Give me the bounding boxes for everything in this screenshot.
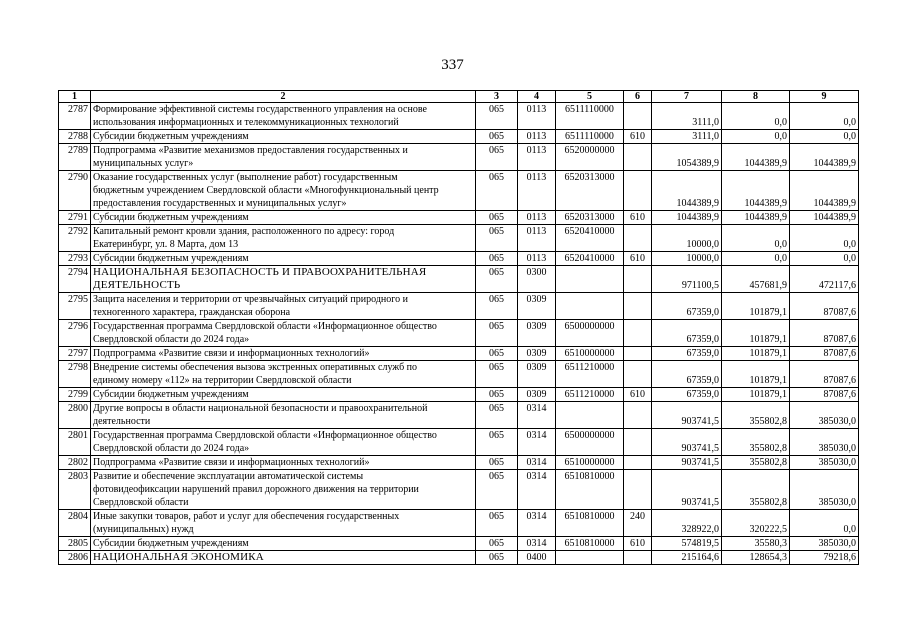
target-code-cell: 6500000000	[556, 320, 624, 347]
section-code-cell: 0314	[518, 429, 556, 456]
section-code-cell: 0113	[518, 130, 556, 144]
expense-type-cell	[624, 293, 652, 320]
amount-year3-cell: 472117,6	[790, 266, 859, 293]
row-name-cell	[91, 361, 476, 388]
row-name-cell	[91, 347, 476, 361]
row-name-line: Оказание государственных услуг (выполнение работ) государственным	[93, 172, 398, 183]
amount-year1-cell: 67359,0	[652, 388, 722, 402]
expense-type-cell	[624, 456, 652, 470]
row-name-line: Подпрограмма «Развитие связи и информационных технологий»	[93, 457, 370, 468]
column-header: 9	[790, 91, 859, 103]
amount-year3-cell: 87087,6	[790, 388, 859, 402]
ministry-code-cell: 065	[476, 429, 518, 456]
budget-table	[58, 90, 859, 565]
expense-type-cell	[624, 470, 652, 510]
amount-year1-cell: 67359,0	[652, 361, 722, 388]
section-code-cell: 0309	[518, 320, 556, 347]
table-row	[59, 225, 859, 252]
section-code-cell: 0113	[518, 103, 556, 130]
page-number: 337	[441, 57, 464, 73]
section-code-cell: 0309	[518, 347, 556, 361]
amount-year3-cell: 87087,6	[790, 293, 859, 320]
column-header: 3	[476, 91, 518, 103]
table-row	[59, 456, 859, 470]
row-number-cell: 2799	[59, 388, 91, 402]
section-code-cell: 0314	[518, 402, 556, 429]
row-number-cell: 2806	[59, 551, 91, 565]
amount-year1-cell: 1044389,9	[652, 171, 722, 211]
row-name-line: использования информационных и телекоммуникационных технологий	[93, 117, 399, 128]
row-name-line: Субсидии бюджетным учреждениям	[93, 538, 249, 549]
row-number-cell: 2803	[59, 470, 91, 510]
row-name-cell	[91, 456, 476, 470]
target-code-cell: 6510000000	[556, 456, 624, 470]
section-code-cell: 0309	[518, 388, 556, 402]
amount-year3-cell: 385030,0	[790, 537, 859, 551]
target-code-cell: 6510000000	[556, 347, 624, 361]
table-row	[59, 361, 859, 388]
row-name-cell	[91, 225, 476, 252]
section-code-cell: 0314	[518, 537, 556, 551]
row-name-line: Другие вопросы в области национальной безопасности и правоохранительной	[93, 403, 428, 414]
column-header: 2	[91, 91, 476, 103]
row-name-line: Защита населения и территории от чрезвычайных ситуаций природного и	[93, 294, 408, 305]
amount-year1-cell: 903741,5	[652, 429, 722, 456]
row-name-cell	[91, 211, 476, 225]
row-name-line: предоставления государственных и муниципальных услуг»	[93, 198, 347, 209]
row-name-cell	[91, 103, 476, 130]
target-code-cell: 6511210000	[556, 361, 624, 388]
row-name-line: фотовидеофиксации нарушений правил дорожного движения на территории	[93, 484, 419, 495]
ministry-code-cell: 065	[476, 225, 518, 252]
target-code-cell	[556, 266, 624, 293]
row-name-line: Подпрограмма «Развитие связи и информационных технологий»	[93, 348, 370, 359]
ministry-code-cell: 065	[476, 347, 518, 361]
ministry-code-cell: 065	[476, 103, 518, 130]
target-code-cell: 6511110000	[556, 103, 624, 130]
row-name-cell	[91, 388, 476, 402]
amount-year2-cell: 101879,1	[722, 388, 790, 402]
row-name-line: единому номеру «112» на территории Свердловской области	[93, 375, 352, 386]
table-row	[59, 320, 859, 347]
amount-year3-cell: 385030,0	[790, 429, 859, 456]
amount-year1-cell: 10000,0	[652, 252, 722, 266]
row-name-cell	[91, 429, 476, 456]
expense-type-cell: 610	[624, 252, 652, 266]
amount-year2-cell: 35580,3	[722, 537, 790, 551]
row-name-cell	[91, 130, 476, 144]
table-row	[59, 144, 859, 171]
expense-type-cell: 240	[624, 510, 652, 537]
section-code-cell: 0113	[518, 171, 556, 211]
row-number-cell: 2792	[59, 225, 91, 252]
expense-type-cell	[624, 347, 652, 361]
target-code-cell	[556, 293, 624, 320]
amount-year2-cell: 457681,9	[722, 266, 790, 293]
amount-year1-cell: 67359,0	[652, 347, 722, 361]
expense-type-cell: 610	[624, 130, 652, 144]
amount-year1-cell: 67359,0	[652, 320, 722, 347]
table-row	[59, 537, 859, 551]
amount-year3-cell: 0,0	[790, 510, 859, 537]
amount-year3-cell: 0,0	[790, 252, 859, 266]
row-name-cell	[91, 470, 476, 510]
expense-type-cell: 610	[624, 211, 652, 225]
amount-year2-cell: 128654,3	[722, 551, 790, 565]
row-name-cell	[91, 402, 476, 429]
ministry-code-cell: 065	[476, 537, 518, 551]
column-header: 1	[59, 91, 91, 103]
row-name-line: Субсидии бюджетным учреждениям	[93, 253, 249, 264]
target-code-cell: 6520410000	[556, 252, 624, 266]
amount-year1-cell: 903741,5	[652, 470, 722, 510]
row-name-line: (муниципальных) нужд	[93, 524, 194, 535]
amount-year2-cell: 0,0	[722, 252, 790, 266]
row-number-cell: 2791	[59, 211, 91, 225]
row-number-cell: 2794	[59, 266, 91, 293]
row-number-cell: 2797	[59, 347, 91, 361]
row-name-cell	[91, 266, 476, 293]
section-code-cell: 0113	[518, 211, 556, 225]
row-name-line: Капитальный ремонт кровли здания, расположенного по адресу: город	[93, 226, 395, 237]
expense-type-cell	[624, 361, 652, 388]
amount-year3-cell: 87087,6	[790, 347, 859, 361]
section-code-cell: 0300	[518, 266, 556, 293]
target-code-cell: 6510810000	[556, 470, 624, 510]
expense-type-cell: 610	[624, 388, 652, 402]
amount-year2-cell: 355802,8	[722, 429, 790, 456]
target-code-cell: 6510810000	[556, 510, 624, 537]
amount-year2-cell: 0,0	[722, 130, 790, 144]
section-code-cell: 0309	[518, 361, 556, 388]
section-code-cell: 0314	[518, 456, 556, 470]
target-code-cell	[556, 551, 624, 565]
row-name-line: Иные закупки товаров, работ и услуг для обеспечения государственных	[93, 511, 400, 522]
amount-year1-cell: 574819,5	[652, 537, 722, 551]
amount-year2-cell: 101879,1	[722, 293, 790, 320]
amount-year1-cell: 903741,5	[652, 456, 722, 470]
target-code-cell: 6500000000	[556, 429, 624, 456]
target-code-cell: 6520410000	[556, 225, 624, 252]
section-code-cell: 0314	[518, 470, 556, 510]
row-number-cell: 2793	[59, 252, 91, 266]
ministry-code-cell: 065	[476, 211, 518, 225]
amount-year1-cell: 328922,0	[652, 510, 722, 537]
row-name-line: Свердловской области	[93, 497, 189, 508]
amount-year1-cell: 215164,6	[652, 551, 722, 565]
table-row	[59, 266, 859, 293]
row-name-line: НАЦИОНАЛЬНАЯ ЭКОНОМИКА	[93, 551, 264, 563]
row-number-cell: 2802	[59, 456, 91, 470]
target-code-cell: 6510810000	[556, 537, 624, 551]
section-code-cell: 0314	[518, 510, 556, 537]
section-code-cell: 0113	[518, 252, 556, 266]
table-row	[59, 402, 859, 429]
row-name-cell	[91, 293, 476, 320]
expense-type-cell	[624, 171, 652, 211]
row-name-line: Субсидии бюджетным учреждениям	[93, 389, 249, 400]
table-row	[59, 252, 859, 266]
row-name-line: Свердловской области до 2024 года»	[93, 443, 250, 454]
amount-year1-cell: 971100,5	[652, 266, 722, 293]
row-name-cell	[91, 144, 476, 171]
amount-year2-cell: 355802,8	[722, 456, 790, 470]
column-header: 7	[652, 91, 722, 103]
ministry-code-cell: 065	[476, 402, 518, 429]
ministry-code-cell: 065	[476, 144, 518, 171]
row-number-cell: 2798	[59, 361, 91, 388]
amount-year2-cell: 320222,5	[722, 510, 790, 537]
amount-year3-cell: 0,0	[790, 103, 859, 130]
target-code-cell: 6520313000	[556, 171, 624, 211]
ministry-code-cell: 065	[476, 293, 518, 320]
amount-year3-cell: 1044389,9	[790, 144, 859, 171]
amount-year1-cell: 67359,0	[652, 293, 722, 320]
row-name-cell	[91, 510, 476, 537]
ministry-code-cell: 065	[476, 320, 518, 347]
section-code-cell: 0309	[518, 293, 556, 320]
table-row	[59, 171, 859, 211]
amount-year2-cell: 355802,8	[722, 402, 790, 429]
row-number-cell: 2795	[59, 293, 91, 320]
amount-year3-cell: 1044389,9	[790, 171, 859, 211]
row-number-cell: 2800	[59, 402, 91, 429]
row-name-line: Развитие и обеспечение эксплуатации автоматической системы	[93, 471, 364, 482]
ministry-code-cell: 065	[476, 266, 518, 293]
table-row	[59, 293, 859, 320]
expense-type-cell	[624, 144, 652, 171]
amount-year2-cell: 101879,1	[722, 361, 790, 388]
amount-year3-cell: 385030,0	[790, 470, 859, 510]
row-name-line: ДЕЯТЕЛЬНОСТЬ	[93, 279, 181, 291]
amount-year3-cell: 79218,6	[790, 551, 859, 565]
amount-year2-cell: 355802,8	[722, 470, 790, 510]
column-header: 4	[518, 91, 556, 103]
row-number-cell: 2796	[59, 320, 91, 347]
target-code-cell: 6511210000	[556, 388, 624, 402]
table-row	[59, 429, 859, 456]
expense-type-cell: 610	[624, 537, 652, 551]
amount-year1-cell: 3111,0	[652, 103, 722, 130]
row-number-cell: 2804	[59, 510, 91, 537]
expense-type-cell	[624, 551, 652, 565]
amount-year1-cell: 903741,5	[652, 402, 722, 429]
amount-year2-cell: 1044389,9	[722, 211, 790, 225]
column-header: 5	[556, 91, 624, 103]
amount-year3-cell: 0,0	[790, 130, 859, 144]
table-header-row	[59, 91, 859, 103]
row-number-cell: 2801	[59, 429, 91, 456]
amount-year2-cell: 1044389,9	[722, 171, 790, 211]
amount-year2-cell: 1044389,9	[722, 144, 790, 171]
row-number-cell: 2790	[59, 171, 91, 211]
ministry-code-cell: 065	[476, 130, 518, 144]
row-name-line: НАЦИОНАЛЬНАЯ БЕЗОПАСНОСТЬ И ПРАВООХРАНИТЕЛЬНАЯ	[93, 266, 427, 278]
amount-year3-cell: 87087,6	[790, 320, 859, 347]
row-name-line: Формирование эффективной системы государственного управления на основе	[93, 104, 427, 115]
amount-year1-cell: 3111,0	[652, 130, 722, 144]
amount-year3-cell: 87087,6	[790, 361, 859, 388]
ministry-code-cell: 065	[476, 551, 518, 565]
row-name-line: Екатеринбург, ул. 8 Марта, дом 13	[93, 239, 239, 250]
table-row	[59, 211, 859, 225]
target-code-cell	[556, 402, 624, 429]
row-name-cell	[91, 537, 476, 551]
table-row	[59, 130, 859, 144]
amount-year2-cell: 0,0	[722, 225, 790, 252]
row-name-cell	[91, 320, 476, 347]
table-row	[59, 103, 859, 130]
row-name-line: муниципальных услуг»	[93, 158, 194, 169]
row-name-line: бюджетным учреждением Свердловской области «Многофункциональный центр	[93, 185, 439, 196]
table-body	[59, 103, 859, 565]
row-name-cell	[91, 171, 476, 211]
row-name-line: техногенного характера, гражданская оборона	[93, 307, 291, 318]
row-name-line: Внедрение системы обеспечения вызова экстренных оперативных служб по	[93, 362, 418, 373]
amount-year3-cell: 0,0	[790, 225, 859, 252]
table-row	[59, 551, 859, 565]
ministry-code-cell: 065	[476, 388, 518, 402]
amount-year1-cell: 1044389,9	[652, 211, 722, 225]
row-name-line: Свердловской области до 2024 года»	[93, 334, 250, 345]
amount-year3-cell: 385030,0	[790, 456, 859, 470]
section-code-cell: 0400	[518, 551, 556, 565]
amount-year3-cell: 1044389,9	[790, 211, 859, 225]
table-row	[59, 347, 859, 361]
row-name-line: Субсидии бюджетным учреждениям	[93, 131, 249, 142]
target-code-cell: 6520313000	[556, 211, 624, 225]
row-name-line: Государственная программа Свердловской области «Информационное общество	[93, 430, 437, 441]
expense-type-cell	[624, 266, 652, 293]
column-header: 6	[624, 91, 652, 103]
amount-year2-cell: 101879,1	[722, 347, 790, 361]
expense-type-cell	[624, 103, 652, 130]
row-number-cell: 2805	[59, 537, 91, 551]
table-row	[59, 510, 859, 537]
ministry-code-cell: 065	[476, 470, 518, 510]
column-header: 8	[722, 91, 790, 103]
row-name-line: Государственная программа Свердловской области «Информационное общество	[93, 321, 437, 332]
ministry-code-cell: 065	[476, 361, 518, 388]
table-row	[59, 470, 859, 510]
row-name-cell	[91, 252, 476, 266]
target-code-cell: 6520000000	[556, 144, 624, 171]
row-name-line: Субсидии бюджетным учреждениям	[93, 212, 249, 223]
row-number-cell: 2787	[59, 103, 91, 130]
row-number-cell: 2789	[59, 144, 91, 171]
ministry-code-cell: 065	[476, 510, 518, 537]
amount-year1-cell: 10000,0	[652, 225, 722, 252]
expense-type-cell	[624, 225, 652, 252]
table-row	[59, 388, 859, 402]
ministry-code-cell: 065	[476, 456, 518, 470]
amount-year2-cell: 101879,1	[722, 320, 790, 347]
ministry-code-cell: 065	[476, 171, 518, 211]
row-name-cell	[91, 551, 476, 565]
amount-year1-cell: 1054389,9	[652, 144, 722, 171]
ministry-code-cell: 065	[476, 252, 518, 266]
expense-type-cell	[624, 320, 652, 347]
row-name-line: Подпрограмма «Развитие механизмов предоставления государственных и	[93, 145, 408, 156]
row-name-line: деятельности	[93, 416, 151, 427]
section-code-cell: 0113	[518, 225, 556, 252]
amount-year2-cell: 0,0	[722, 103, 790, 130]
target-code-cell: 6511110000	[556, 130, 624, 144]
expense-type-cell	[624, 402, 652, 429]
row-number-cell: 2788	[59, 130, 91, 144]
section-code-cell: 0113	[518, 144, 556, 171]
expense-type-cell	[624, 429, 652, 456]
amount-year3-cell: 385030,0	[790, 402, 859, 429]
